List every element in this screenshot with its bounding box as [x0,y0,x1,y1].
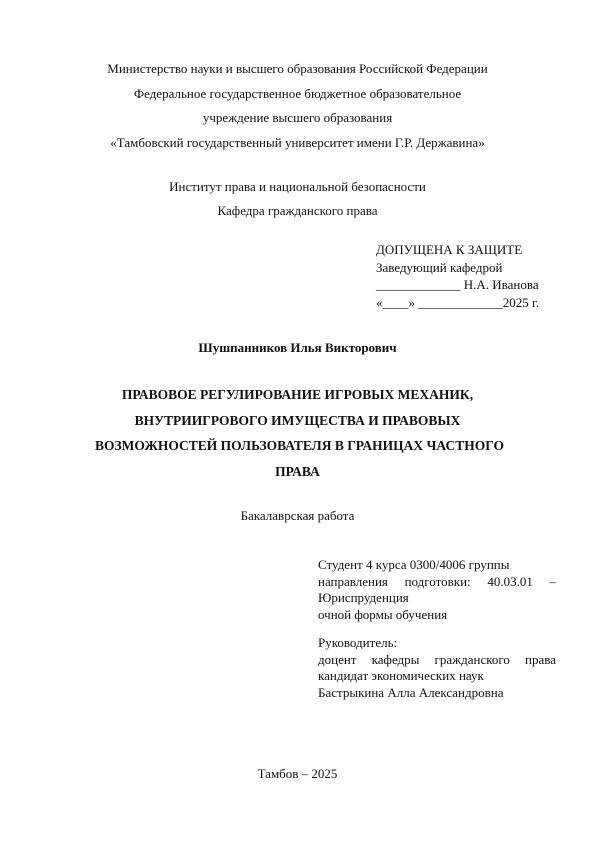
student-specialty-line: Юриспруденция [318,590,409,605]
thesis-title-line: ВОЗМОЖНОСТЕЙ ПОЛЬЗОВАТЕЛЯ В ГРАНИЦАХ ЧАСТНОГО [95,438,504,453]
department-line: Кафедра гражданского права [217,203,378,218]
supervisor-block [318,635,556,701]
student-form-line: очной формы обучения [318,606,448,622]
supervisor-name: Бастрыкина Алла Александровна [318,684,504,700]
institute-block [80,175,515,223]
approval-signature-line: _____________ Н.А. Иванова [376,277,539,292]
work-type: Бакалаврская работа [240,508,355,523]
institute-line: Институт права и национальной безопасности [169,179,426,194]
thesis-title [95,382,504,484]
organization-block [80,57,515,155]
institution-line-2: учреждение высшего образования [202,110,393,125]
city-year-footer: Тамбов – 2025 [257,766,338,781]
approval-role: Заведующий кафедрой [376,259,503,275]
approval-heading: ДОПУЩЕНА К ЗАЩИТЕ [376,242,523,257]
thesis-title-line: ВНУТРИИГРОВОГО ИМУЩЕСТВА И ПРАВОВЫХ [134,412,461,428]
thesis-title-line: ПРАВА [275,463,320,479]
student-block [318,557,556,623]
student-course-line: Студент 4 курса 0300/4006 группы [318,557,510,572]
author-name: Шушпанников Илья Викторович [198,340,397,355]
institution-line-1: Федеральное государственное бюджетное образовательное [133,85,462,101]
supervisor-position-line: доцент кафедры гражданского права [318,651,556,667]
supervisor-label: Руководитель: [318,635,398,650]
ministry-line: Министерство науки и высшего образования Российской Федерации [107,61,488,76]
approval-block [376,241,561,311]
university-line: «Тамбовский государственный университет имени Г.Р. Державина» [110,134,485,150]
supervisor-degree-line: кандидат экономических наук [318,668,484,683]
student-direction-line: направления подготовки: 40.03.01 – [318,573,556,589]
thesis-title-line: ПРАВОВОЕ РЕГУЛИРОВАНИЕ ИГРОВЫХ МЕХАНИК, [121,387,474,402]
approval-date-line: «____» _____________2025 г. [376,294,540,310]
